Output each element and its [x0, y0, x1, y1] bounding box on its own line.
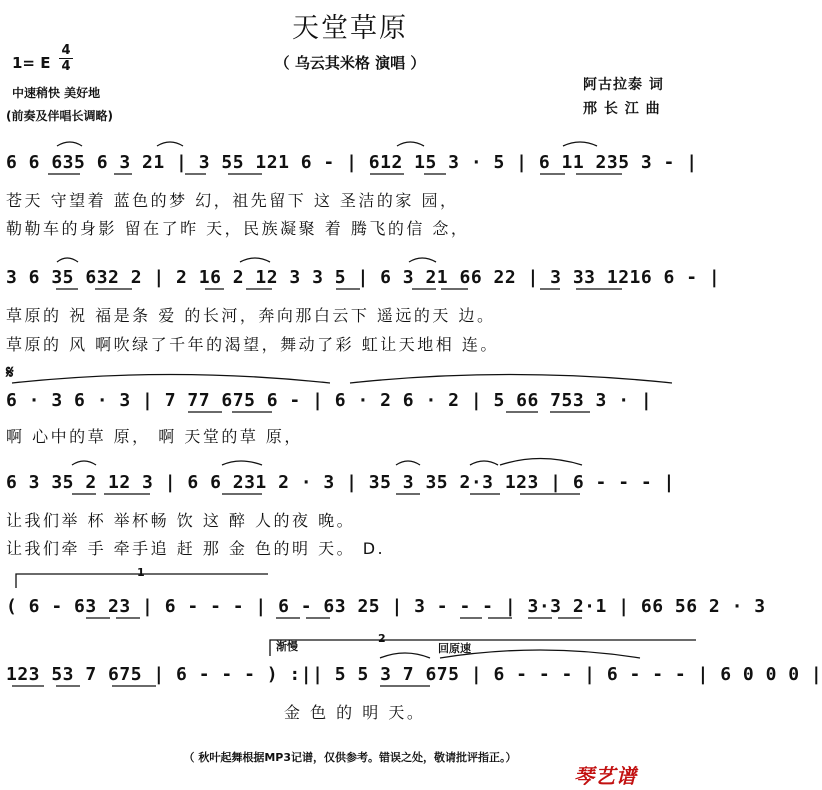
a-tempo-label: 回原速	[438, 642, 471, 655]
notation-line-6: 123 53 7 675 | 6 - - - ) :|| 5 5 3 7 675 | 6 - - - | 6 - - - | 6 0 0 0 |	[6, 664, 822, 685]
lyricist-credit: 阿古拉泰 词	[583, 77, 664, 93]
slur	[72, 459, 582, 466]
lyric-line-4-verse-2: 让我们牵 手 牵手追 赶 那 金 色的明 天。 D.	[6, 539, 386, 558]
transcriber-note: （ 秋叶起舞根据MP3记谱，仅供参考。错误之处，敬请批评指正。）	[183, 751, 517, 764]
notation-line-3: 6 · 3 6 · 3 | 7 77 675 6 - | 6 · 2 6 · 2 | 5 66 753 3 · |	[6, 390, 653, 411]
site-logo: 琴艺谱	[574, 764, 637, 788]
ritardando-label: 渐慢	[276, 640, 298, 653]
volta-1-bracket	[16, 574, 268, 588]
lyric-line-3: 啊 心中的草 原， 啊 天堂的草 原，	[6, 427, 303, 446]
slur	[380, 650, 640, 658]
lyric-line-2-verse-1: 草原的 祝 福是条 爱 的长河，奔向那白云下 遥远的天 边。	[6, 306, 496, 325]
lyric-line-4-verse-1: 让我们举 杯 举杯畅 饮 这 醉 人的夜 晚。	[6, 511, 356, 530]
time-signature-top: 4	[61, 43, 71, 58]
segno-sign: 𝄋	[6, 362, 14, 383]
lyric-line-6: 金 色 的 明 天。	[284, 703, 426, 722]
volta-2-label: 2	[378, 632, 386, 645]
notation-line-5: ( 6 - 63 23 | 6 - - - | 6 - 63 25 | 3 - - - | 3·3 2·1 | 66 56 2 · 3	[6, 596, 766, 617]
prelude-note: (前奏及伴唱长调略)	[6, 109, 113, 123]
time-signature-bottom: 4	[61, 59, 71, 74]
slur	[57, 258, 436, 262]
lyric-line-2-verse-2: 草原的 风 啊吹绿了千年的渴望，舞动了彩 虹让天地相 连。	[6, 335, 499, 354]
notation-line-2: 3 6 35 632 2 | 2 16 2 12 3 3 5 | 6 3 21 66 22 | 3 33 1216 6 - |	[6, 267, 721, 288]
notation-line-4: 6 3 35 2 12 3 | 6 6 231 2 · 3 | 35 3 35 2·3 123 | 6 - - - |	[6, 472, 675, 493]
lyric-line-1-verse-1: 苍天 守望着 蓝色的梦 幻，祖先留下 这 圣洁的家 园，	[6, 191, 459, 210]
slur	[57, 142, 597, 146]
slur	[12, 375, 672, 384]
volta-2-bracket	[270, 640, 696, 656]
volta-1-label: 1	[137, 566, 145, 579]
lyric-line-1-verse-2: 勒勒车的身影 留在了昨 天，民族凝聚 着 腾飞的信 念，	[6, 219, 470, 238]
singer-credit: （ 乌云其米格 演唱 ）	[274, 54, 426, 72]
tempo-marking: 中速稍快 美好地	[12, 86, 101, 100]
notation-line-1: 6 6 635 6 3 21 | 3 55 121 6 - | 612 15 3 · 5 | 6 11 235 3 - |	[6, 152, 698, 173]
key-signature: 1= E	[12, 54, 51, 72]
composer-credit: 邢 长 江 曲	[583, 101, 661, 117]
song-title: 天堂草原	[292, 13, 408, 44]
